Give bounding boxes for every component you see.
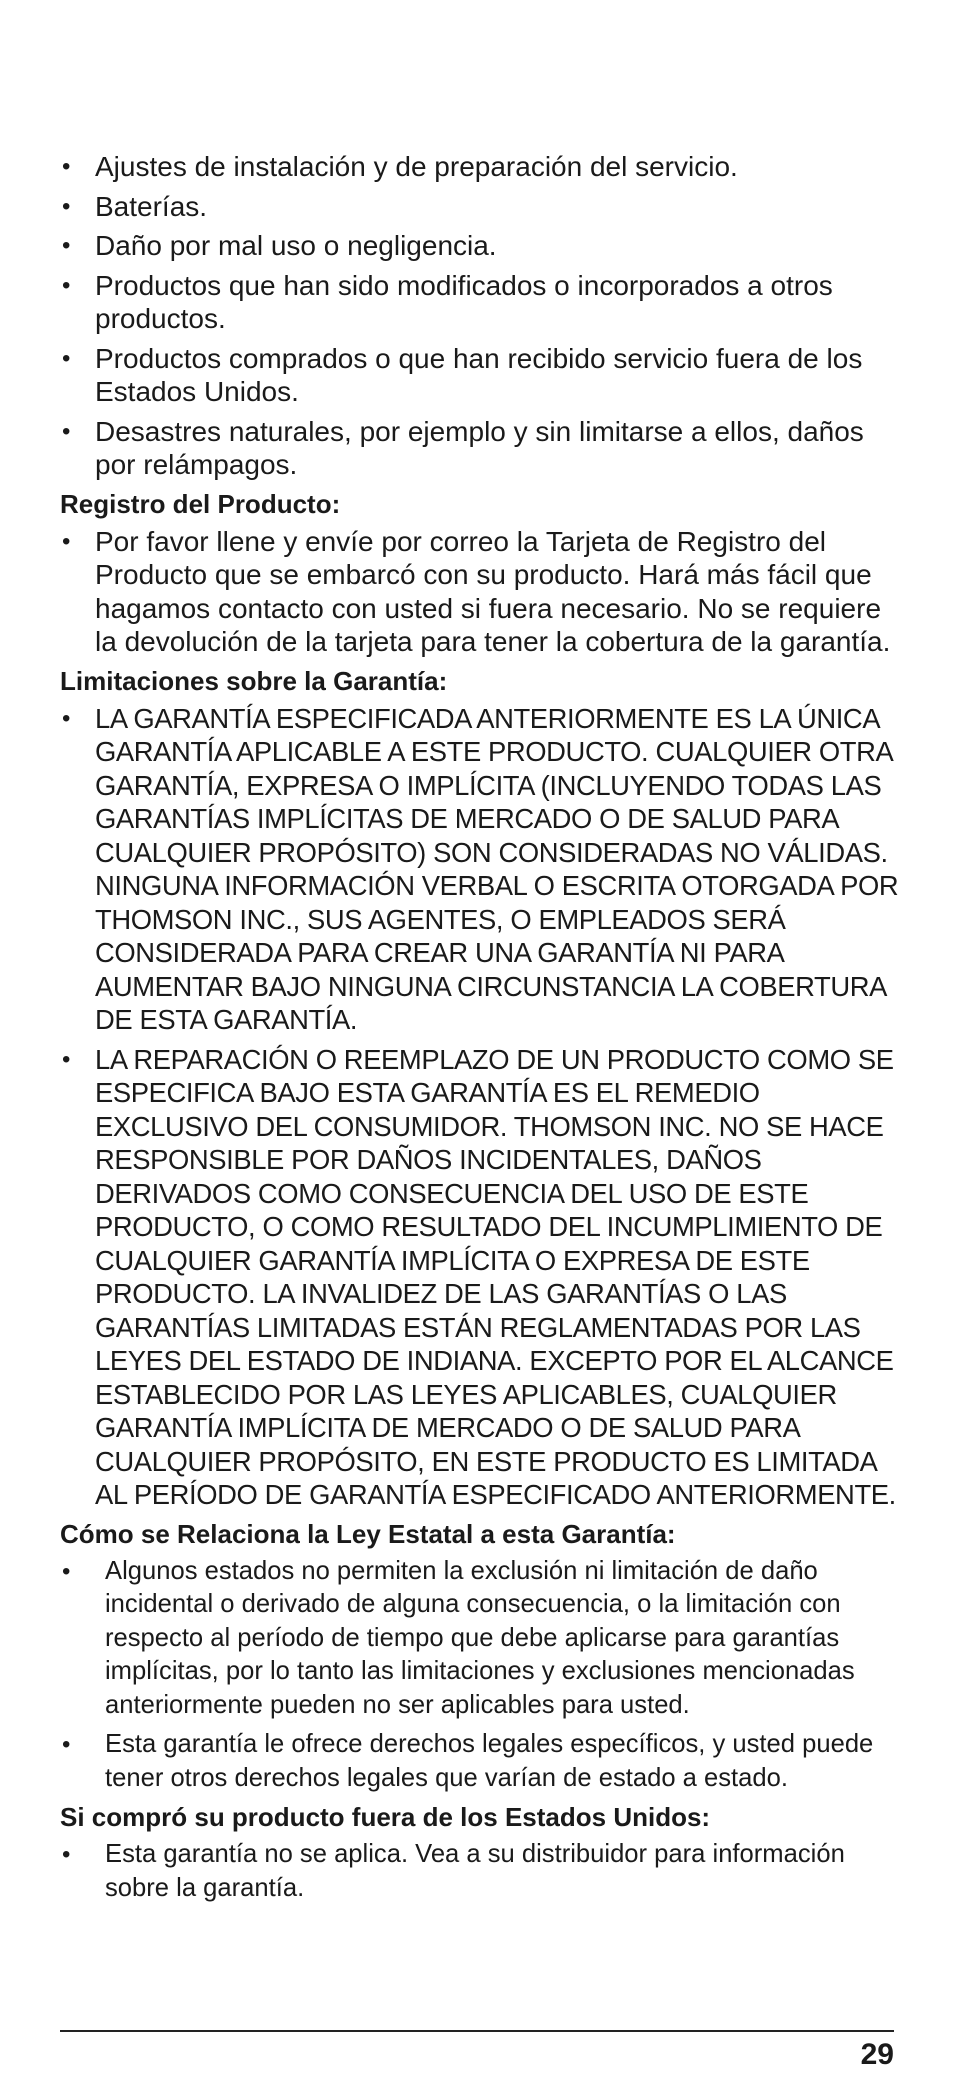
bullet-icon: • [62, 1841, 71, 1868]
list-item-text: Por favor llene y envíe por correo la Tarjeta de Registro del Producto que se embarcó con su producto. Hará más fácil que hagamos contacto con usted si fuera necesario. No se requiere la devolución de la tarjeta para tener la cobertura de la garantía. [95, 525, 891, 657]
bullet-icon: • [62, 192, 71, 220]
bullet-icon: • [62, 704, 71, 732]
bullet-icon: • [62, 1557, 71, 1585]
list-item [60, 342, 900, 409]
bullet-icon: • [62, 232, 71, 259]
bullet-icon: • [62, 417, 71, 445]
ley-estatal-list [60, 1555, 900, 1796]
registro-list [60, 525, 900, 659]
bullet-icon: • [62, 1731, 71, 1758]
list-item-text: Baterías. [95, 190, 208, 222]
list-item-text: LA GARANTÍA ESPECIFICADA ANTERIORMENTE ES LA ÚNICA GARANTÍA APLICABLE A ESTE PRODUCTO. CUALQUIER OTRA GARANTÍA, EXPRESA O IMPLÍCITA (INCLUYENDO TODAS LAS GARANTÍAS IMPLÍCITAS DE MERCADO O DE SALUD PARA CUALQUIER PROPÓSITO) SON CONSIDERADAS NO VÁLIDAS. NINGUNA INFORMACIÓN VERBAL O ESCRITA OTORGADA POR THOMSON INC., SUS AGENTES, O EMPLEADOS SERÁ CONSIDERADA PARA CREAR UNA GARANTÍA NI PARA AUMENTAR BAJO NINGUNA CIRCUNSTANCIA LA COBERTURA DE ESTA GARANTÍA. [95, 702, 899, 1035]
bullet-icon: • [62, 153, 71, 180]
ley-estatal-heading: Cómo se Relaciona la Ley Estatal a esta Garantía: [60, 1518, 676, 1549]
list-item [60, 1555, 900, 1723]
list-item [60, 415, 900, 482]
warranty-page-content [60, 150, 900, 1911]
bullet-icon: • [62, 527, 71, 555]
list-item [60, 525, 900, 659]
list-item [60, 1728, 900, 1795]
list-item-text: Daño por mal uso o negligencia. [95, 230, 497, 261]
list-item [60, 150, 900, 184]
list-item-text: Ajustes de instalación y de preparación del servicio. [95, 151, 738, 182]
list-item-text: Productos que han sido modificados o incorporados a otros productos. [95, 269, 833, 334]
bullet-icon: • [62, 1045, 71, 1073]
list-item [60, 190, 900, 224]
list-item-text: Esta garantía le ofrece derechos legales específicos, y usted puede tener otros derechos legales que varían de estado a estado. [105, 1730, 874, 1792]
list-item-text: Esta garantía no se aplica. Vea a su distribuidor para información sobre la garantía. [105, 1840, 845, 1902]
exclusions-list [60, 150, 900, 482]
registro-heading: Registro del Producto: [60, 488, 341, 519]
list-item [60, 1838, 900, 1905]
fuera-eeuu-list [60, 1838, 900, 1905]
list-item-text: Desastres naturales, por ejemplo y sin limitarse a ellos, daños por relámpagos. [95, 415, 864, 480]
list-item [60, 269, 900, 336]
list-item-text: Algunos estados no permiten la exclusión ni limitación de daño incidental o derivado de alguna consecuencia, o la limitación con respecto al período de tiempo que debe aplicarse para garantías implícitas, por lo tanto las limitaciones y exclusiones mencionadas anteriormente pueden no ser aplicables para usted. [105, 1556, 855, 1719]
list-item-text: Productos comprados o que han recibido servicio fuera de los Estados Unidos. [95, 342, 863, 407]
bullet-icon: • [62, 344, 71, 372]
list-item [60, 1043, 900, 1512]
limitaciones-list [60, 702, 900, 1512]
list-item-text: LA REPARACIÓN O REEMPLAZO DE UN PRODUCTO COMO SE ESPECIFICA BAJO ESTA GARANTÍA ES EL REMEDIO EXCLUSIVO DEL CONSUMIDOR. THOMSON INC. NO SE HACE RESPONSIBLE POR DAÑOS INCIDENTALES, DAÑOS DERIVADOS COMO CONSECUENCIA DEL USO DE ESTE PRODUCTO, O COMO RESULTADO DEL INCUMPLIMIENTO DE CUALQUIER GARANTÍA IMPLÍCITA O EXPRESA DE ESTE PRODUCTO. LA INVALIDEZ DE LAS GARANTÍAS O LAS GARANTÍAS LIMITADAS ESTÁN REGLAMENTADAS POR LAS LEYES DEL ESTADO DE INDIANA. EXCEPTO POR EL ALCANCE ESTABLECIDO POR LAS LEYES APLICABLES, CUALQUIER GARANTÍA IMPLÍCITA DE MERCADO O DE SALUD PARA CUALQUIER PROPÓSITO, EN ESTE PRODUCTO ES LIMITADA AL PERÍODO DE GARANTÍA ESPECIFICADO ANTERIORMENTE. [95, 1043, 896, 1510]
limitaciones-heading: Limitaciones sobre la Garantía: [60, 665, 448, 696]
bullet-icon: • [62, 271, 71, 299]
list-item [60, 229, 900, 263]
fuera-eeuu-heading: Si compró su producto fuera de los Estados Unidos: [60, 1802, 711, 1832]
list-item [60, 702, 900, 1037]
page-number: 29 [860, 2038, 894, 2071]
footer-divider [60, 2030, 894, 2032]
